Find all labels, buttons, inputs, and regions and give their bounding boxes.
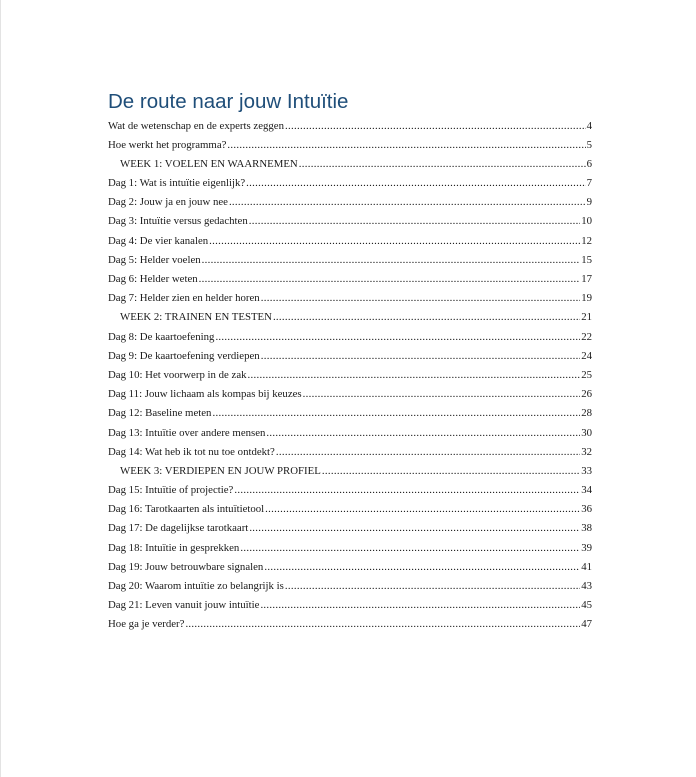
toc-entry-label: Dag 9: De kaartoefening verdiepen xyxy=(108,349,260,362)
toc-entry-label: Dag 7: Helder zien en helder horen xyxy=(108,292,260,305)
toc-entry[interactable] xyxy=(108,212,592,231)
toc-entry-label: Dag 15: Intuïtie of projectie? xyxy=(108,484,234,497)
toc-page-number: 15 xyxy=(581,253,592,266)
toc-entry[interactable] xyxy=(108,481,592,500)
toc-entry-label: Dag 10: Het voorwerp in de zak xyxy=(108,368,247,381)
toc-page-number: 5 xyxy=(586,138,592,151)
toc-page-number: 36 xyxy=(581,503,592,516)
toc-entry[interactable] xyxy=(108,366,592,385)
toc-entry[interactable] xyxy=(108,577,592,596)
toc-page-number: 26 xyxy=(581,388,592,401)
toc-page-number: 38 xyxy=(581,522,592,535)
table-of-contents xyxy=(108,117,592,635)
toc-section-heading[interactable] xyxy=(108,155,592,174)
toc-entry-label: Hoe ga je verder? xyxy=(108,618,185,631)
toc-entry-label: Dag 17: De dagelijkse tarotkaart xyxy=(108,522,249,535)
toc-dot-leader xyxy=(248,366,581,385)
toc-title: De route naar jouw Intuïtie xyxy=(108,90,349,113)
toc-dot-leader xyxy=(240,539,580,558)
toc-dot-leader xyxy=(265,500,580,519)
toc-entry-label: Dag 19: Jouw betrouwbare signalen xyxy=(108,560,264,573)
toc-entry-label: Dag 16: Tarotkaarten als intuïtietool xyxy=(108,503,265,516)
toc-dot-leader xyxy=(234,481,580,500)
toc-entry[interactable] xyxy=(108,596,592,615)
toc-entry[interactable] xyxy=(108,117,592,136)
toc-entry-label: Hoe werkt het programma? xyxy=(108,138,227,151)
toc-dot-leader xyxy=(212,404,580,423)
toc-page-number: 17 xyxy=(581,273,592,285)
toc-page-number: 7 xyxy=(586,177,592,190)
toc-entry-label: Dag 12: Baseline meten xyxy=(108,407,212,420)
toc-dot-leader xyxy=(227,136,585,155)
toc-entry-label: Wat de wetenschap en de experts zeggen xyxy=(108,119,284,132)
toc-dot-leader xyxy=(199,270,581,289)
toc-page-number: 10 xyxy=(581,215,592,228)
toc-dot-leader xyxy=(209,232,580,251)
toc-entry[interactable] xyxy=(108,251,592,270)
toc-dot-leader xyxy=(261,347,581,366)
toc-dot-leader xyxy=(249,212,580,231)
toc-page-number: 19 xyxy=(581,292,592,305)
toc-dot-leader xyxy=(249,519,580,538)
toc-entry-label: WEEK 3: VERDIEPEN EN JOUW PROFIEL xyxy=(120,464,321,477)
toc-dot-leader xyxy=(276,443,580,462)
toc-entry-label: Dag 14: Wat heb ik tot nu toe ontdekt? xyxy=(108,445,275,458)
toc-entry[interactable] xyxy=(108,136,592,155)
toc-entry-label: WEEK 2: TRAINEN EN TESTEN xyxy=(120,311,272,324)
toc-entry[interactable] xyxy=(108,232,592,251)
toc-entry-label: Dag 21: Leven vanuit jouw intuïtie xyxy=(108,599,260,612)
toc-entry[interactable] xyxy=(108,539,592,558)
toc-page-number: 30 xyxy=(581,426,592,439)
toc-dot-leader xyxy=(215,328,580,347)
toc-entry[interactable] xyxy=(108,424,592,443)
toc-page-number: 33 xyxy=(581,464,592,477)
toc-page-number: 24 xyxy=(581,349,592,362)
toc-page-number: 32 xyxy=(581,445,592,458)
toc-entry-label: Dag 5: Helder voelen xyxy=(108,253,201,266)
toc-dot-leader xyxy=(260,596,580,615)
toc-entry[interactable] xyxy=(108,347,592,366)
toc-entry-label: Dag 2: Jouw ja en jouw nee xyxy=(108,196,228,209)
toc-dot-leader xyxy=(264,558,580,577)
toc-page-number: 39 xyxy=(581,541,592,554)
toc-page-number: 45 xyxy=(581,599,592,612)
toc-entry[interactable] xyxy=(108,270,592,289)
toc-page-number: 25 xyxy=(581,368,592,381)
toc-section-heading[interactable] xyxy=(108,462,592,481)
toc-entry-label: Dag 11: Jouw lichaam als kompas bij keuzes xyxy=(108,388,302,401)
toc-dot-leader xyxy=(202,251,581,270)
toc-entry[interactable] xyxy=(108,385,592,404)
toc-dot-leader xyxy=(299,155,586,174)
toc-entry[interactable] xyxy=(108,404,592,423)
toc-entry[interactable] xyxy=(108,174,592,193)
toc-dot-leader xyxy=(266,424,580,443)
toc-page-number: 9 xyxy=(586,196,592,209)
toc-entry-label: Dag 8: De kaartoefening xyxy=(108,330,215,343)
toc-entry[interactable] xyxy=(108,443,592,462)
toc-entry[interactable] xyxy=(108,328,592,347)
toc-dot-leader xyxy=(285,577,580,596)
toc-page-number: 43 xyxy=(581,580,592,592)
toc-page-number: 4 xyxy=(586,119,592,132)
toc-page-number: 21 xyxy=(581,311,592,324)
toc-entry[interactable] xyxy=(108,500,592,519)
toc-entry[interactable] xyxy=(108,615,592,634)
toc-entry-label: Dag 18: Intuïtie in gesprekken xyxy=(108,541,240,554)
toc-dot-leader xyxy=(229,193,586,212)
toc-page-number: 47 xyxy=(581,618,592,631)
toc-entry[interactable] xyxy=(108,519,592,538)
toc-dot-leader xyxy=(185,615,580,634)
toc-page-number: 6 xyxy=(586,157,592,170)
toc-entry[interactable] xyxy=(108,558,592,577)
toc-entry[interactable] xyxy=(108,289,592,308)
toc-dot-leader xyxy=(261,289,581,308)
toc-dot-leader xyxy=(285,117,586,136)
toc-page-number: 28 xyxy=(581,407,592,420)
toc-page-number: 41 xyxy=(581,560,592,573)
toc-dot-leader xyxy=(246,174,585,193)
toc-dot-leader xyxy=(322,462,580,481)
toc-page-number: 12 xyxy=(581,234,592,247)
toc-dot-leader xyxy=(273,308,580,327)
toc-entry-label: WEEK 1: VOELEN EN WAARNEMEN xyxy=(120,157,298,170)
toc-page-number: 34 xyxy=(581,484,592,497)
toc-entry-label: Dag 6: Helder weten xyxy=(108,273,198,285)
toc-dot-leader xyxy=(303,385,581,404)
toc-entry[interactable] xyxy=(108,193,592,212)
toc-page-number: 22 xyxy=(581,330,592,343)
toc-entry-label: Dag 13: Intuïtie over andere mensen xyxy=(108,426,266,439)
toc-entry-label: Dag 4: De vier kanalen xyxy=(108,234,209,247)
toc-entry-label: Dag 20: Waarom intuïtie zo belangrijk is xyxy=(108,580,284,592)
toc-entry-label: Dag 1: Wat is intuïtie eigenlijk? xyxy=(108,177,246,190)
toc-entry-label: Dag 3: Intuïtie versus gedachten xyxy=(108,215,248,228)
toc-section-heading[interactable] xyxy=(108,308,592,327)
